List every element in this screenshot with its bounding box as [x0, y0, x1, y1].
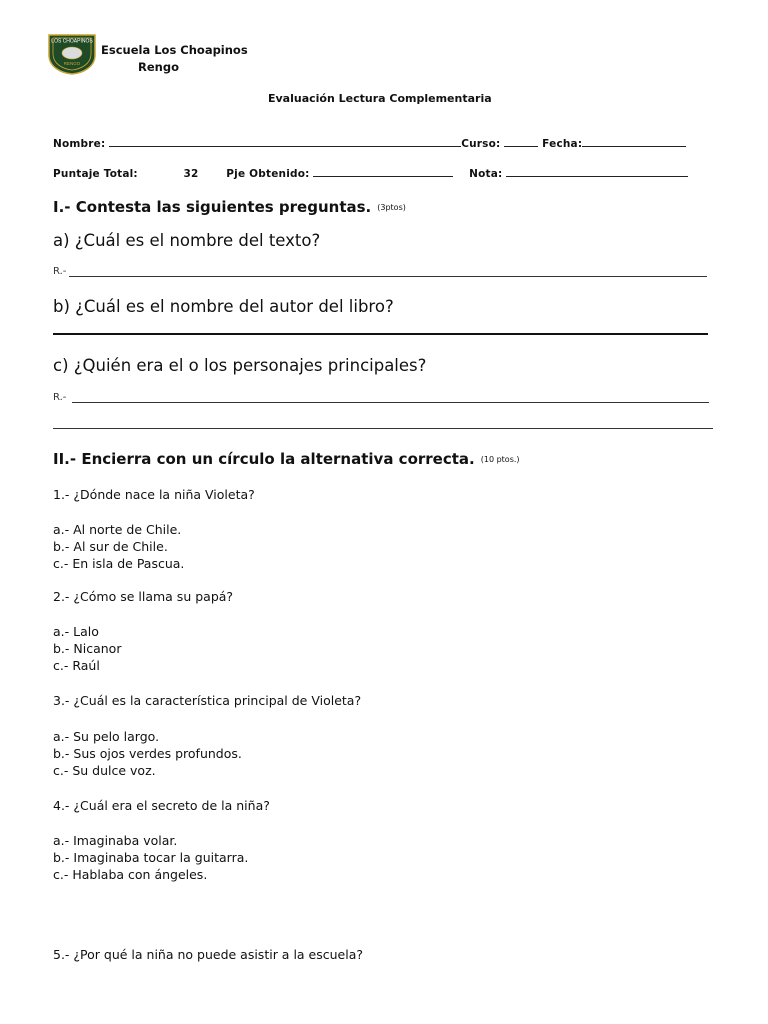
name-label: Nombre: [53, 138, 106, 150]
answer-c-line-2[interactable] [53, 428, 713, 429]
logo-text-bottom: RENGO [63, 61, 81, 66]
section-2-heading [53, 450, 520, 468]
question-5: 5.- ¿Por qué la niña no puede asistir a la escuela? [53, 947, 364, 962]
section-2-title: Encierra con un círculo la alternativa correcta. [81, 450, 475, 468]
answer-b-line[interactable] [53, 333, 708, 335]
obtained-score-field[interactable] [313, 166, 453, 177]
question-2: 2.- ¿Cómo se llama su papá? [53, 589, 234, 604]
question-1: 1.- ¿Dónde nace la niña Violeta? [53, 487, 255, 502]
section-1-points: (3ptos) [377, 203, 406, 212]
q3-option-c[interactable]: c.- Su dulce voz. [53, 763, 156, 778]
q1-option-b[interactable]: b.- Al sur de Chile. [53, 539, 168, 554]
question-4: 4.- ¿Cuál era el secreto de la niña? [53, 798, 270, 813]
section-1-heading [53, 198, 406, 216]
grade-field[interactable] [506, 166, 688, 177]
question-c: c) ¿Quién era el o los personajes principales? [53, 356, 427, 375]
section-2-points: (10 ptos.) [480, 455, 520, 464]
q2-option-b[interactable]: b.- Nicanor [53, 641, 122, 656]
evaluation-title: Evaluación Lectura Complementaria [268, 92, 492, 105]
total-score-value: 32 [183, 168, 199, 180]
question-a: a) ¿Cuál es el nombre del texto? [53, 231, 321, 250]
answer-a-line[interactable] [69, 276, 707, 277]
q4-option-c[interactable]: c.- Hablaba con ángeles. [53, 867, 208, 882]
obtained-score-label: Pje Obtenido: [226, 168, 310, 180]
answer-c-prefix: R.- [53, 392, 67, 403]
q4-option-a[interactable]: a.- Imaginaba volar. [53, 833, 178, 848]
q4-option-b[interactable]: b.- Imaginaba tocar la guitarra. [53, 850, 249, 865]
q1-option-a[interactable]: a.- Al norte de Chile. [53, 522, 182, 537]
logo-text-top: LOS CHOAPINOS [51, 38, 93, 45]
course-label: Curso: [461, 138, 501, 150]
grade-label: Nota: [469, 168, 503, 180]
school-name: Escuela Los Choapinos [101, 43, 248, 57]
date-field[interactable] [582, 136, 686, 147]
q1-option-c[interactable]: c.- En isla de Pascua. [53, 556, 185, 571]
section-1-number: I.- [53, 198, 71, 216]
answer-c-line-1[interactable] [72, 402, 709, 403]
school-city: Rengo [138, 60, 179, 74]
name-row [53, 136, 686, 150]
date-label: Fecha: [542, 138, 583, 150]
total-score-label: Puntaje Total: [53, 168, 138, 180]
q3-option-b[interactable]: b.- Sus ojos verdes profundos. [53, 746, 242, 761]
section-1-title: Contesta las siguientes preguntas. [75, 198, 372, 216]
score-row [53, 166, 688, 180]
name-field[interactable] [109, 136, 461, 147]
answer-a-prefix: R.- [53, 266, 67, 277]
question-3: 3.- ¿Cuál es la característica principal de Violeta? [53, 693, 362, 708]
question-b: b) ¿Cuál es el nombre del autor del libro? [53, 297, 394, 316]
q2-option-a[interactable]: a.- Lalo [53, 624, 99, 639]
course-field[interactable] [504, 136, 538, 147]
q3-option-a[interactable]: a.- Su pelo largo. [53, 729, 160, 744]
q2-option-c[interactable]: c.- Raúl [53, 658, 100, 673]
section-2-number: II.- [53, 450, 77, 468]
school-logo [47, 33, 97, 75]
